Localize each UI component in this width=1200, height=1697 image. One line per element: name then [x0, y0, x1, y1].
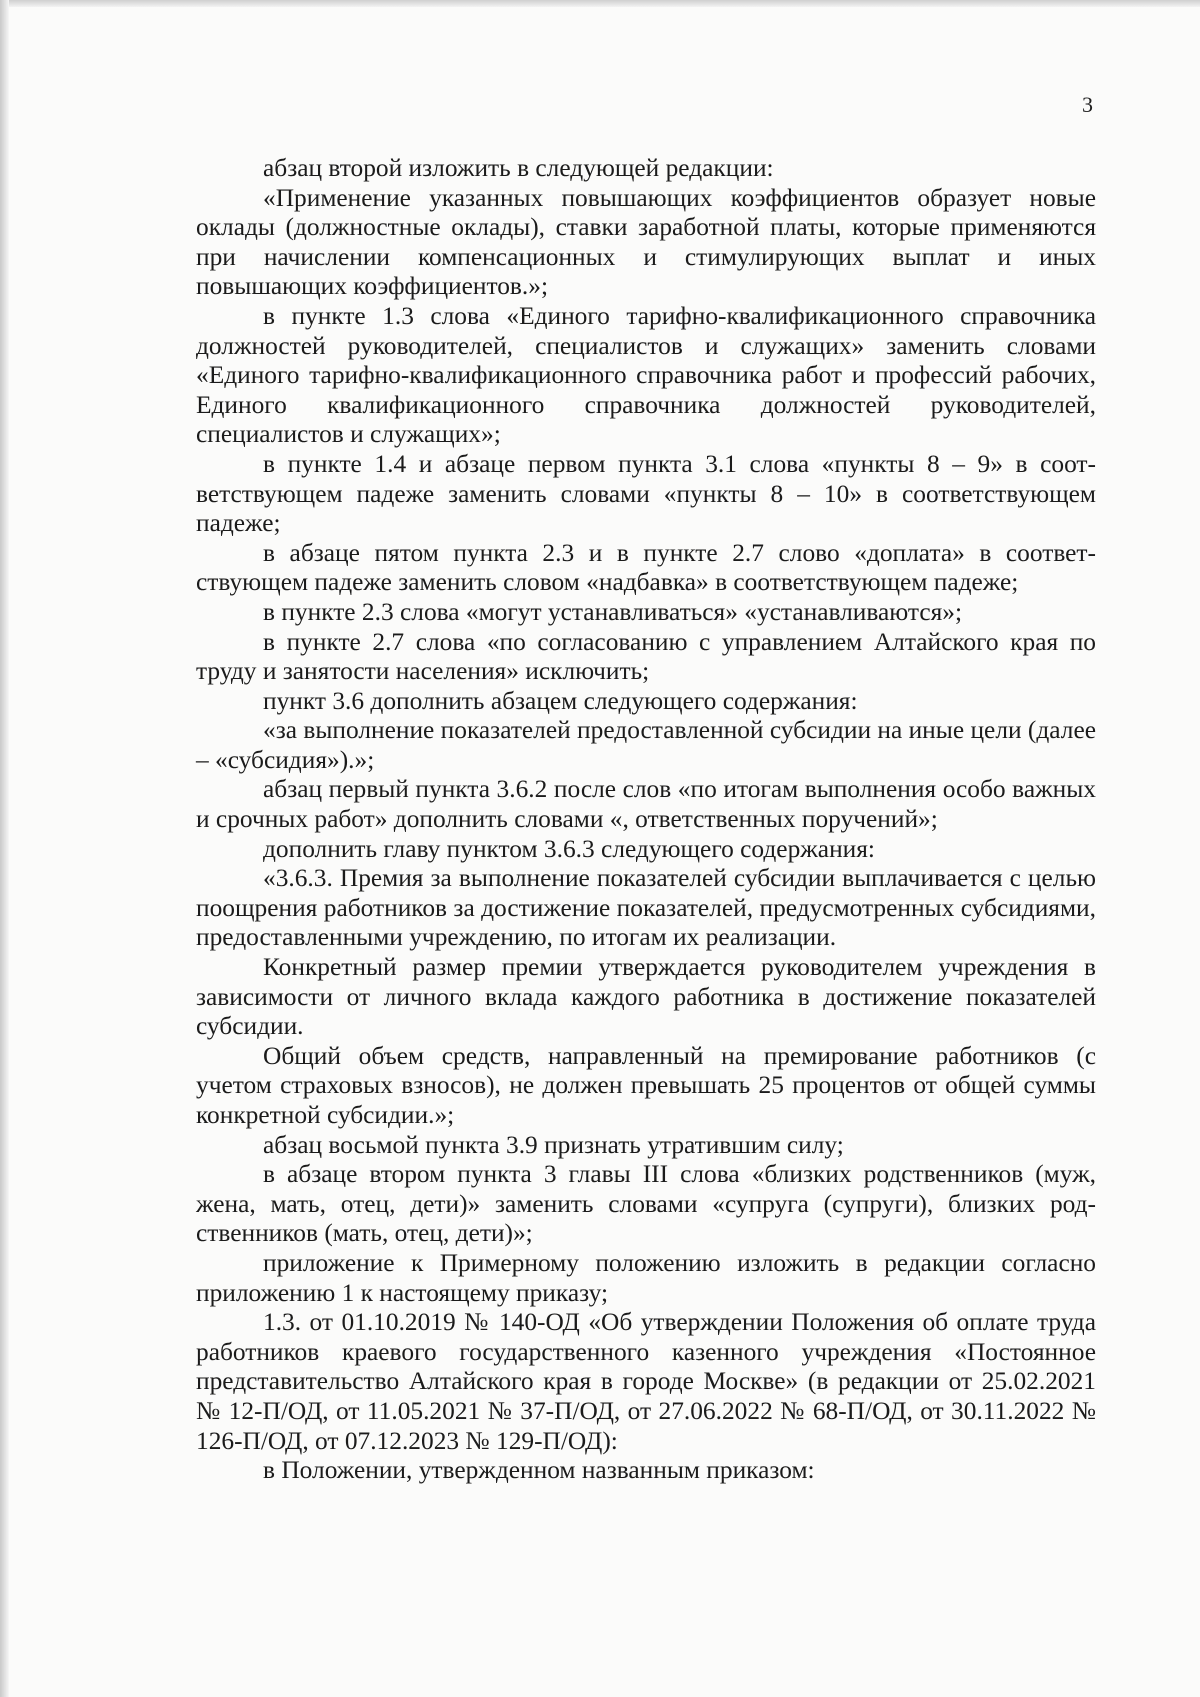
- paragraph: абзац второй изложить в следующей редакции:: [263, 154, 774, 182]
- paragraph: 1.3. от 01.10.2019 № 140-ОД «Об утверждении Положения об оплате труда работников краевого государственного казенного учреждения «Постоянное представительство Алтайского края в городе Москве» (в редакции от 25.02.2021 № 12-П/ОД, от 11.05.2021 № 37-П/ОД, от 27.06.2022 № 68-П/ОД, от 30.11.2022 № 126-П/ОД, от 07.12.2023 № 129-П/ОД):: [196, 1308, 1096, 1455]
- paragraph: Общий объем средств, направленный на премирование работников (с учетом страховых взносов), не должен превышать 25 процентов от общей суммы конкретной субсидии.»;: [196, 1041, 1096, 1129]
- paragraph: в абзаце пятом пункта 2.3 и в пункте 2.7 слово «доплата» в соответствующем падеже заменить словом «надбавка» в соответствующем падеже;: [196, 538, 1096, 597]
- paragraph: Конкретный размер премии утверждается руководителем учреждения в зависимости от личного вклада каждого работника в достижение показателей субсидии.: [196, 953, 1096, 1041]
- paragraph: в пункте 2.3 слова «могут устанавливаться» «устанавливаются»;: [263, 597, 963, 626]
- paragraph: абзац восьмой пункта 3.9 признать утратившим силу;: [263, 1130, 844, 1159]
- paragraph: в пункте 1.3 слова «Единого тарифно-квалификационного справочника должностей руководителей, специалистов и служащих» заменить словами «Единого тарифно-квалификационного справочника работ и профессий рабочих, Единого квалификационного справочника должностей руководителей, специалистов и служащих»;: [196, 301, 1096, 449]
- paragraph: приложение к Примерному положению изложить в редакции согласно приложению 1 к настоящему приказу;: [196, 1248, 1096, 1307]
- scan-edge-top: [0, 0, 1200, 7]
- paragraph: дополнить главу пунктом 3.6.3 следующего содержания:: [263, 834, 875, 863]
- paragraph: абзац первый пункта 3.6.2 после слов «по итогам выполнения особо важных и срочных работ» дополнить словами «, ответственных поручений»;: [196, 775, 1096, 834]
- paragraph: в абзаце втором пункта 3 главы III слова «близких родственников (муж, жена, мать, отец, дети)» заменить словами «супруга (супруги), близких родственников (мать, отец, дети)»;: [196, 1160, 1096, 1248]
- scan-edge-left: [0, 0, 9, 1697]
- paragraph: «3.6.3. Премия за выполнение показателей субсидии выплачивается с целью поощрения работников за достижение показателей, предусмотренных субсидиями, предоставленными учреждению, по итогам их реализации.: [196, 864, 1096, 952]
- paragraph: пункт 3.6 дополнить абзацем следующего содержания:: [263, 686, 858, 715]
- paragraph: в пункте 1.4 и абзаце первом пункта 3.1 слова «пункты 8 – 9» в соответствующем падеже заменить словами «пункты 8 – 10» в соответствующем падеже;: [196, 449, 1096, 538]
- page-number: 3: [1082, 92, 1093, 117]
- paragraph: в пункте 2.7 слова «по согласованию с управлением Алтайского края по труду и занятости населения» исключить;: [196, 627, 1096, 686]
- paragraph: в Положении, утвержденном названным приказом:: [263, 1456, 815, 1485]
- document-body: [196, 154, 1096, 1486]
- paragraph: «за выполнение показателей предоставленной субсидии на иные цели (далее – «субсидия»).»;: [196, 716, 1096, 774]
- paragraph: «Применение указанных повышающих коэффициентов образует новые оклады (должностные оклады), ставки заработной платы, которые применяются при начислении компенсационных и стимулирующих выплат и иных повышающих коэффициентов.»;: [196, 183, 1096, 301]
